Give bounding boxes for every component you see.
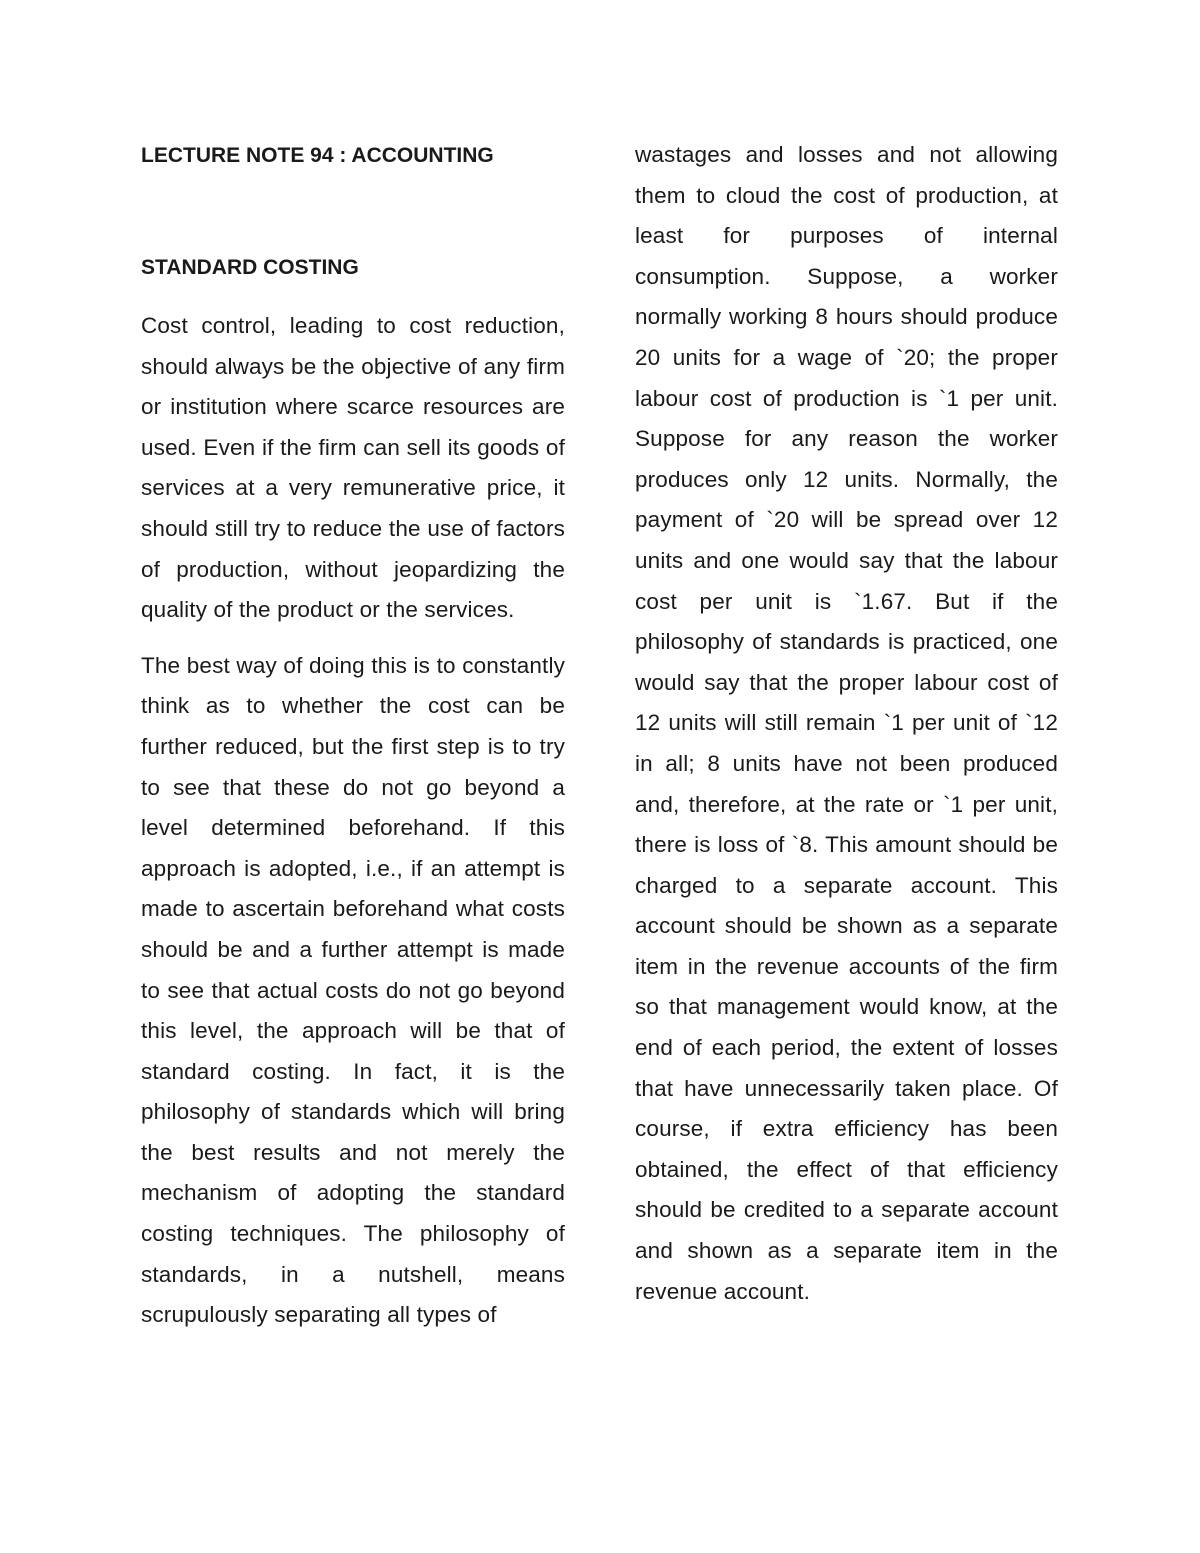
paragraph-best-way: The best way of doing this is to constantly think as to whether the cost can be further reduced, but the first step is to try to see that these do not go beyond a level determined beforehand. If this approach is adopted, i.e., if an attempt is made to ascertain beforehand what costs should be and a further attempt is made to see that actual costs do not go beyond this level, the approach will be that of standard costing. In fact, it is the philosophy of standards which will bring the best results and not merely the mechanism of adopting the standard costing techniques. The philosophy of standards, in a nutshell, means scrupulously separating all types of xyxy=(141,652,565,1328)
section-heading: STANDARD COSTING xyxy=(141,256,359,279)
document-title: LECTURE NOTE 94 : ACCOUNTING xyxy=(141,144,494,167)
left-column xyxy=(141,140,565,1336)
paragraph-cost-control: Cost control, leading to cost reduction, should always be the objective of any firm or institution where scarce resources are used. Even if the firm can sell its goods of services at a very remunerative price, it should still try to reduce the use of factors of production, without jeopardizing the quality of the product or the services. xyxy=(141,313,565,623)
paragraph-wastages-continued: wastages and losses and not allowing them to cloud the cost of production, at least for purposes of internal consumption. Suppose, a worker normally working 8 hours should produce 20 units for a wage of `20; the proper labour cost of production is `1 per unit. Suppose for any reason the worker produces only 12 units. Normally, the payment of `20 will be spread over 12 units and one would say that the labour cost per unit is `1.67. But if the philosophy of standards is practiced, one would say that the proper labour cost of 12 units will still remain `1 per unit of `12 in all; 8 units have not been produced and, therefore, at the rate or `1 per unit, there is loss of `8. This amount should be charged to a separate account. This account should be shown as a separate item in the revenue accounts of the firm so that management would know, at the end of each period, the extent of losses that have unnecessarily taken place. Of course, if extra efficiency has been obtained, the effect of that efficiency should be credited to a separate account and shown as a separate item in the revenue account. xyxy=(635,142,1058,1304)
right-column xyxy=(635,135,1058,1312)
